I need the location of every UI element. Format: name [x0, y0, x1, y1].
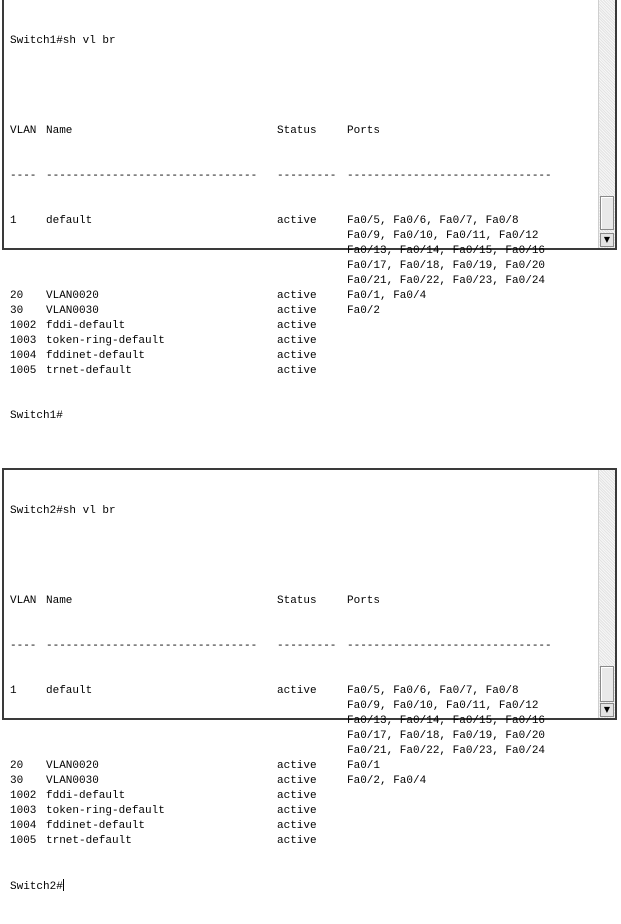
vlan-row-ports-continuation	[10, 259, 597, 274]
vlan-status: active	[277, 760, 317, 772]
vlan-name: token-ring-default	[46, 335, 165, 347]
vlan-row-ports-continuation	[10, 699, 597, 714]
blank-line	[10, 549, 597, 564]
command-line: Switch2#sh vl br	[10, 505, 116, 517]
vlan-id: 1005	[10, 365, 37, 377]
end-prompt: Switch1#	[10, 410, 63, 422]
vlan-id: 30	[10, 775, 24, 787]
header-status: Status	[277, 125, 317, 137]
blank-line	[10, 79, 597, 94]
vlan-row-ports-continuation	[10, 274, 597, 289]
vlan-name: trnet-default	[46, 835, 132, 847]
scrollbar-thumb[interactable]	[600, 666, 614, 702]
header-status: Status	[277, 595, 317, 607]
vlan-id: 1	[10, 685, 17, 697]
vlan-id: 1002	[10, 790, 37, 802]
vlan-ports: Fa0/21, Fa0/22, Fa0/23, Fa0/24	[347, 745, 546, 757]
vlan-row	[10, 774, 597, 789]
vlan-status: active	[277, 305, 317, 317]
vlan-ports: Fa0/17, Fa0/18, Fa0/19, Fa0/20	[347, 260, 546, 272]
vlan-ports: Fa0/1	[347, 760, 381, 772]
vlan-status: active	[277, 320, 317, 332]
vlan-id: 1005	[10, 835, 37, 847]
vlan-status: active	[277, 335, 317, 347]
vlan-row-ports-continuation	[10, 244, 597, 259]
vlan-name: VLAN0020	[46, 290, 99, 302]
vlan-id: 1002	[10, 320, 37, 332]
vlan-row-ports-continuation	[10, 744, 597, 759]
header-separator: ---- -------------------------------- --------- -------------------------------	[10, 640, 552, 652]
vlan-id: 30	[10, 305, 24, 317]
vlan-name: fddinet-default	[46, 350, 146, 362]
vlan-id: 1004	[10, 350, 37, 362]
header-ports: Ports	[347, 125, 381, 137]
vlan-ports: Fa0/9, Fa0/10, Fa0/11, Fa0/12	[347, 700, 539, 712]
vlan-name: default	[46, 685, 93, 697]
terminal-output[interactable]	[10, 474, 597, 893]
vlan-id: 1003	[10, 805, 37, 817]
vlan-row	[10, 759, 597, 774]
vlan-status: active	[277, 365, 317, 377]
vlan-ports: Fa0/2, Fa0/4	[347, 775, 427, 787]
table-header	[10, 594, 597, 609]
vlan-status: active	[277, 835, 317, 847]
vlan-status: active	[277, 790, 317, 802]
vlan-row	[10, 304, 597, 319]
scroll-down-arrow-icon[interactable]: ▼	[600, 233, 614, 247]
vlan-ports: Fa0/13, Fa0/14, Fa0/15, Fa0/16	[347, 245, 546, 257]
vlan-row	[10, 684, 597, 699]
command-line: Switch1#sh vl br	[10, 35, 116, 47]
vlan-ports: Fa0/21, Fa0/22, Fa0/23, Fa0/24	[347, 275, 546, 287]
vlan-table-body	[10, 214, 597, 379]
vlan-name: fddinet-default	[46, 820, 146, 832]
vlan-ports: Fa0/17, Fa0/18, Fa0/19, Fa0/20	[347, 730, 546, 742]
scroll-down-arrow-icon[interactable]: ▼	[600, 703, 614, 717]
vlan-id: 20	[10, 290, 24, 302]
vlan-ports: Fa0/5, Fa0/6, Fa0/7, Fa0/8	[347, 685, 519, 697]
vlan-ports: Fa0/1, Fa0/4	[347, 290, 427, 302]
scrollbar-thumb[interactable]	[600, 196, 614, 230]
vlan-name: trnet-default	[46, 365, 132, 377]
vlan-status: active	[277, 685, 317, 697]
vlan-row	[10, 804, 597, 819]
vlan-table-body	[10, 684, 597, 849]
vlan-ports: Fa0/9, Fa0/10, Fa0/11, Fa0/12	[347, 230, 539, 242]
end-prompt: Switch2#	[10, 881, 63, 893]
vlan-row	[10, 349, 597, 364]
vlan-id: 20	[10, 760, 24, 772]
text-cursor	[63, 879, 64, 891]
table-header	[10, 124, 597, 139]
vlan-row	[10, 834, 597, 849]
header-ports: Ports	[347, 595, 381, 607]
vlan-name: token-ring-default	[46, 805, 165, 817]
vlan-row	[10, 819, 597, 834]
vlan-status: active	[277, 350, 317, 362]
vlan-id: 1	[10, 215, 17, 227]
vlan-ports: Fa0/2	[347, 305, 381, 317]
vlan-name: fddi-default	[46, 320, 126, 332]
header-name: Name	[46, 125, 73, 137]
header-vlan: VLAN	[10, 595, 37, 607]
switch1-terminal-window[interactable]	[2, 0, 617, 422]
vlan-name: default	[46, 215, 93, 227]
vlan-id: 1003	[10, 335, 37, 347]
vlan-name: fddi-default	[46, 790, 126, 802]
vlan-status: active	[277, 820, 317, 832]
vertical-scrollbar[interactable]	[598, 0, 615, 248]
header-name: Name	[46, 595, 73, 607]
vlan-name: VLAN0030	[46, 775, 99, 787]
vertical-scrollbar[interactable]	[598, 470, 615, 718]
vlan-row	[10, 364, 597, 379]
vlan-row	[10, 789, 597, 804]
vlan-row	[10, 334, 597, 349]
vlan-row	[10, 319, 597, 334]
vlan-name: VLAN0030	[46, 305, 99, 317]
vlan-status: active	[277, 290, 317, 302]
switch2-terminal-window[interactable]	[2, 468, 617, 893]
vlan-row	[10, 214, 597, 229]
vlan-status: active	[277, 215, 317, 227]
vlan-row	[10, 289, 597, 304]
vlan-status: active	[277, 775, 317, 787]
vlan-row-ports-continuation	[10, 729, 597, 744]
terminal-output[interactable]	[10, 4, 597, 422]
vlan-ports: Fa0/13, Fa0/14, Fa0/15, Fa0/16	[347, 715, 546, 727]
header-vlan: VLAN	[10, 125, 37, 137]
header-separator: ---- -------------------------------- --------- -------------------------------	[10, 170, 552, 182]
vlan-name: VLAN0020	[46, 760, 99, 772]
vlan-ports: Fa0/5, Fa0/6, Fa0/7, Fa0/8	[347, 215, 519, 227]
vlan-status: active	[277, 805, 317, 817]
vlan-id: 1004	[10, 820, 37, 832]
vlan-row-ports-continuation	[10, 229, 597, 244]
